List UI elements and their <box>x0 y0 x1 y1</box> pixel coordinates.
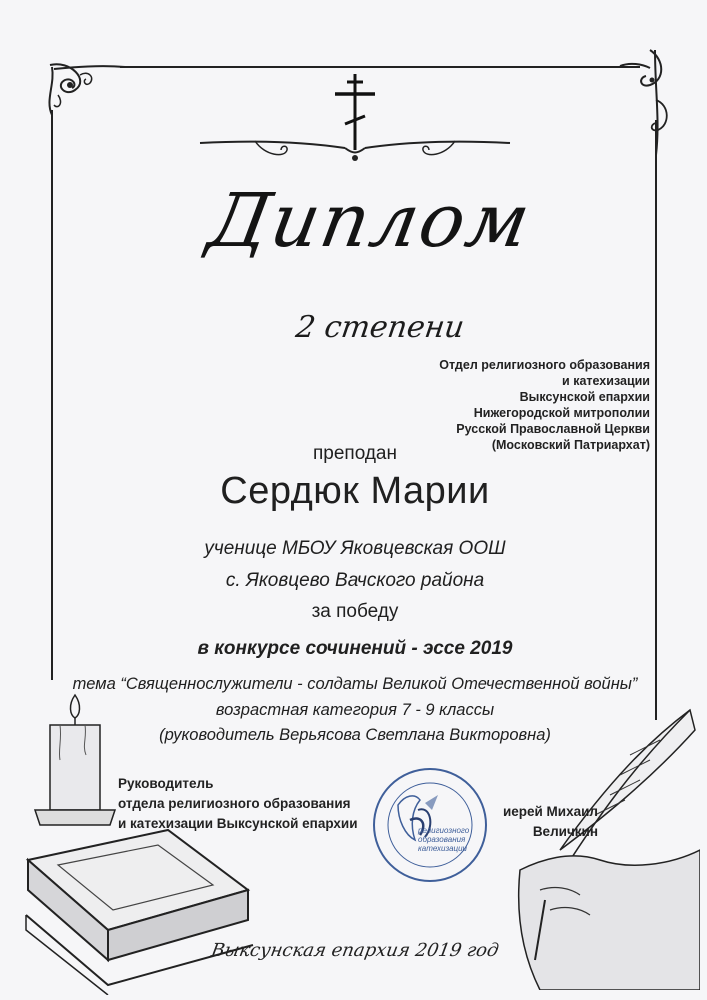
issuer-line: Русской Православной Церкви <box>456 422 650 436</box>
issuer-line: Нижегородской митрополии <box>473 406 650 420</box>
location-line: с. Яковцево Вачского района <box>225 570 485 591</box>
diploma-degree: 2 степени <box>293 310 467 345</box>
frame-right-line <box>655 120 657 720</box>
presented-label: преподан <box>312 443 397 464</box>
for-victory-line: за победу <box>311 601 399 622</box>
age-category-line: возрастная категория 7 - 9 классы <box>215 701 495 719</box>
official-stamp <box>370 765 490 885</box>
signatory-title-block <box>118 774 368 834</box>
topic-line: тема “Священнослужители - солдаты Великой Отечественной войны” <box>72 675 638 693</box>
contest-line: в конкурсе сочинений - эссе 2019 <box>197 638 513 659</box>
school-line: ученице МБОУ Яковцевская ООШ <box>204 538 506 559</box>
signatory-title-line: и катехизации Выксунской епархии <box>118 816 358 831</box>
supervisor-line: (руководитель Верьясова Светлана Викторовна) <box>159 726 551 744</box>
stamp-text-line: катехизации <box>418 844 467 853</box>
issuer-block <box>410 357 650 453</box>
issuer-line: (Московский Патриархат) <box>491 438 650 452</box>
quill-hand-illustration <box>500 700 700 990</box>
stamp-text-line: религиозного <box>418 826 470 835</box>
recipient-name: Сердюк Марии <box>220 470 490 512</box>
diploma-title: Диплом <box>202 178 538 264</box>
book-illustration <box>18 820 258 995</box>
frame-top-line <box>120 66 640 68</box>
signatory-name-line: Величкин <box>532 824 598 839</box>
signatory-title-line: Руководитель <box>118 776 214 791</box>
footer-caption: Выксунская епархия 2019 год <box>209 940 501 961</box>
frame-left-line <box>51 110 53 680</box>
stamp-text-line: образования <box>418 835 466 844</box>
signatory-title-line: отдела религиозного образования <box>118 796 351 811</box>
candle-illustration <box>30 690 120 830</box>
corner-ornament-top-left <box>40 55 130 125</box>
title-flourish <box>195 128 515 168</box>
issuer-line: Отдел религиозного образования <box>439 358 650 372</box>
issuer-line: и катехизации <box>562 374 650 388</box>
signatory-name-block <box>478 802 598 842</box>
issuer-line: Выксунской епархии <box>519 390 650 404</box>
stamp-inner-text <box>418 826 478 853</box>
corner-ornament-top-right <box>610 40 680 160</box>
signatory-name-line: иерей Михаил <box>502 804 598 819</box>
